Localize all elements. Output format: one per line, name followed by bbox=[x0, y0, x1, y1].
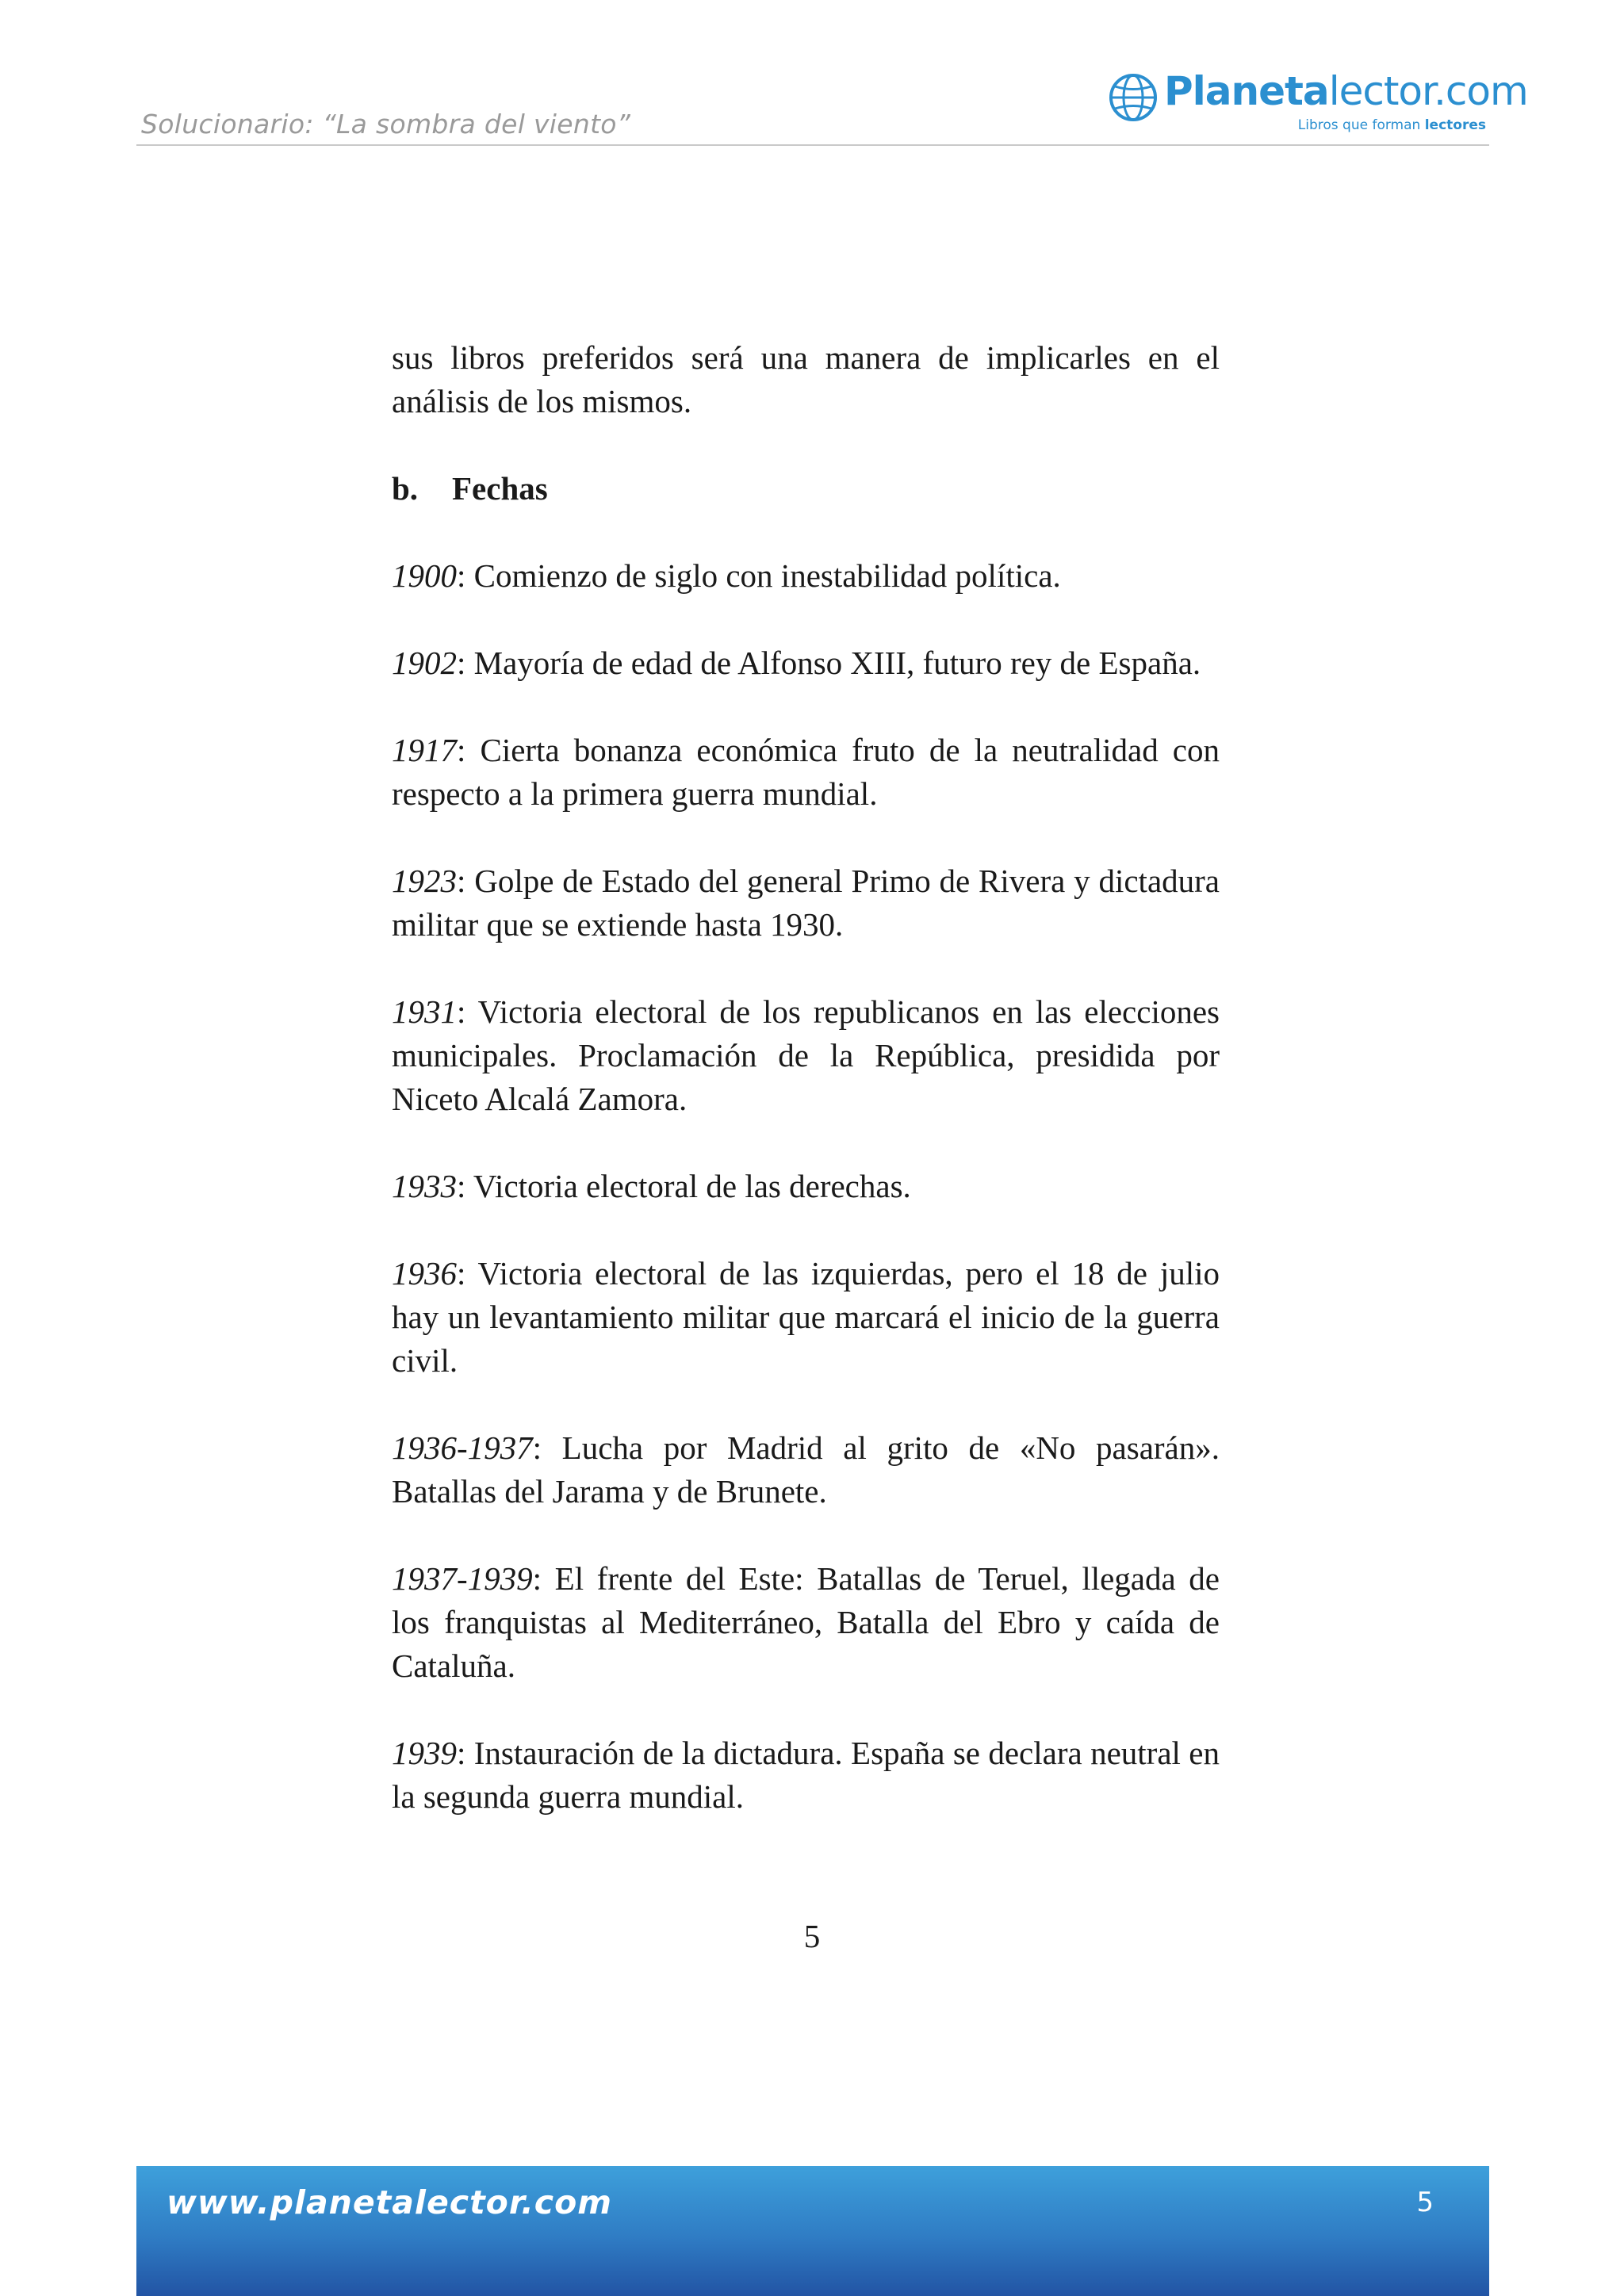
entry-text: : Lucha por Madrid al grito de «No pasarán». Batallas del Jarama y de Brunete. bbox=[392, 1429, 1220, 1510]
date-entry-1937-1939 bbox=[392, 1557, 1220, 1688]
date-entry-1902 bbox=[392, 641, 1220, 685]
date-entry-1936-1937 bbox=[392, 1426, 1220, 1513]
date-entry-1931 bbox=[392, 990, 1220, 1121]
globe-icon bbox=[1109, 73, 1158, 122]
entry-text: : Victoria electoral de las derechas. bbox=[457, 1168, 911, 1204]
page-header bbox=[136, 63, 1528, 146]
entry-text: : Victoria electoral de los republicanos en las elecciones municipales. Proclamación de la República, presidida por Niceto Alcalá Zamora. bbox=[392, 993, 1220, 1117]
date-entry-1900 bbox=[392, 554, 1220, 598]
footer-url-link[interactable]: www.planetalector.com bbox=[167, 2183, 612, 2221]
header-title: Solucionario: “La sombra del viento” bbox=[141, 109, 631, 140]
intro-paragraph: sus libros preferidos será una manera de implicarles en el análisis de los mismos. bbox=[392, 339, 1220, 419]
entry-year: 1933 bbox=[392, 1168, 457, 1204]
logo-tagline: Libros que forman lectores bbox=[1297, 117, 1486, 133]
page-footer bbox=[136, 2166, 1489, 2296]
logo-wordmark: Planetalector.com bbox=[1164, 68, 1528, 114]
footer-page-number: 5 bbox=[1416, 2187, 1434, 2218]
entry-year: 1939 bbox=[392, 1735, 457, 1771]
section-letter: b. bbox=[392, 470, 419, 507]
date-entry-1939 bbox=[392, 1732, 1220, 1819]
entry-text: : Instauración de la dictadura. España se declara neutral en la segunda guerra mundial. bbox=[392, 1735, 1220, 1815]
entry-year: 1902 bbox=[392, 645, 457, 681]
entry-year: 1937-1939 bbox=[392, 1560, 533, 1597]
entry-year: 1900 bbox=[392, 557, 457, 594]
entry-text: : Comienzo de siglo con inestabilidad política. bbox=[457, 557, 1061, 594]
section-heading bbox=[392, 467, 1220, 511]
date-entry-1917 bbox=[392, 729, 1220, 816]
entry-year: 1936-1937 bbox=[392, 1429, 533, 1466]
entry-text: : Victoria electoral de las izquierdas, pero el 18 de julio hay un levantamiento militar que marcará el inicio de la guerra civil. bbox=[392, 1255, 1220, 1379]
date-entry-1936 bbox=[392, 1252, 1220, 1383]
planetalector-logo bbox=[1109, 68, 1528, 135]
date-entry-1933 bbox=[392, 1165, 1220, 1208]
page-content bbox=[392, 336, 1220, 1862]
date-entry-1923 bbox=[392, 859, 1220, 947]
entry-text: : Mayoría de edad de Alfonso XIII, futuro rey de España. bbox=[457, 645, 1201, 681]
section-title: Fechas bbox=[452, 470, 548, 507]
entry-year: 1931 bbox=[392, 993, 457, 1030]
entry-year: 1917 bbox=[392, 732, 457, 768]
entry-text: : Golpe de Estado del general Primo de Rivera y dictadura militar que se extiende hasta 1930. bbox=[392, 863, 1220, 943]
page-number: 5 bbox=[803, 1918, 821, 1954]
entry-year: 1923 bbox=[392, 863, 457, 899]
entry-text: : El frente del Este: Batallas de Teruel, llegada de los franquistas al Mediterráneo, Batalla del Ebro y caída de Cataluña. bbox=[392, 1560, 1220, 1684]
entry-text: : Cierta bonanza económica fruto de la neutralidad con respecto a la primera guerra mundial. bbox=[392, 732, 1220, 812]
entry-year: 1936 bbox=[392, 1255, 457, 1292]
